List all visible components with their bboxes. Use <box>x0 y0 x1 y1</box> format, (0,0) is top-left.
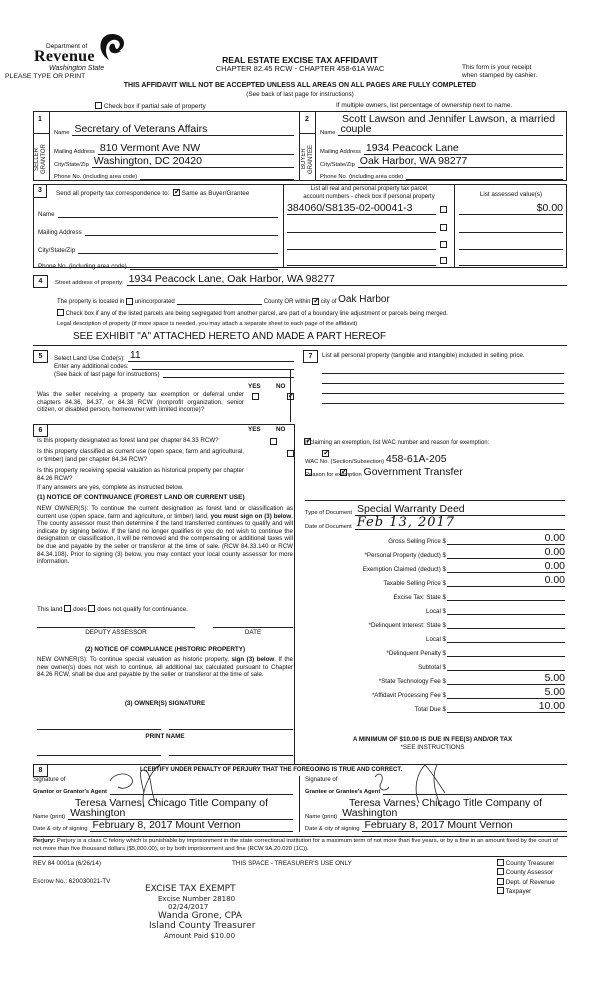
copy-dept-revenue <box>497 878 555 887</box>
exemption-label: If claiming an exemption, list WAC number and reason for exemption: <box>305 440 490 446</box>
fee-row-processing <box>300 687 565 699</box>
additional-codes-field-2[interactable] <box>163 370 294 378</box>
buyer-address-field[interactable]: 1934 Peacock Lane <box>364 143 563 155</box>
send-correspondence-label: Send all property tax correspondence to: <box>56 190 170 197</box>
parcel-number[interactable] <box>287 223 436 233</box>
fee-label: Local $ <box>426 608 446 615</box>
street-address-field[interactable]: 1934 Peacock Lane, Oak Harbor, WA 98277 <box>127 274 567 286</box>
s3-address-field[interactable] <box>85 228 278 236</box>
fee-row-excise-local <box>300 603 565 615</box>
seller-side-label-2: GRANTOR <box>41 144 47 174</box>
unincorporated-checkbox[interactable] <box>126 298 133 305</box>
fee-value[interactable]: 0.00 <box>447 533 565 545</box>
does-not-label: does not qualify for continuance. <box>97 606 188 613</box>
copy-county-treasurer <box>497 859 555 868</box>
grantor-name-line1: Teresa Varnes, Chicago Title Company of <box>75 797 268 809</box>
owner-signature-line-2[interactable] <box>169 729 293 730</box>
fee-label: Taxable Selling Price $ <box>383 580 446 587</box>
form-title: REAL ESTATE EXCISE TAX AFFIDAVIT <box>222 55 378 65</box>
fee-value[interactable] <box>447 670 565 671</box>
s5-no-header: NO <box>276 383 286 390</box>
buyer-phone-field[interactable] <box>406 170 563 180</box>
stamp-title: EXCISE TAX EXEMPT <box>145 884 236 894</box>
taxpayer-checkbox[interactable] <box>497 887 504 894</box>
completion-warning: THIS AFFIDAVIT WILL NOT BE ACCEPTED UNLESS ALL AREAS ON ALL PAGES ARE FULLY COMPLETED <box>123 82 477 89</box>
s3-city-row <box>38 246 278 254</box>
s3-name-row <box>38 210 278 218</box>
perjury-note <box>33 838 567 853</box>
personal-property-checkbox[interactable] <box>440 257 447 264</box>
assessed-value-3[interactable] <box>459 254 563 266</box>
assessed-value-0[interactable]: $0.00 <box>459 203 563 215</box>
s6-if-yes: If any answers are yes, complete as instructed below. <box>37 484 184 491</box>
seller-city-field[interactable]: Washington, DC 20420 <box>92 156 294 168</box>
owner-signature-title: (3) OWNER(S) SIGNATURE <box>124 700 206 707</box>
section-6-top-border <box>33 424 295 425</box>
doc-divider <box>305 500 565 501</box>
deputy-assessor-line[interactable] <box>37 627 195 628</box>
s6-question-0: Is this property designated as forest land per chapter 84.33 RCW? <box>37 437 219 444</box>
city-of-label: city of <box>320 299 337 305</box>
grantor-sig-label-2: Grantor or Grantor's Agent <box>33 789 107 795</box>
fee-label: Gross Selling Price $ <box>388 538 446 545</box>
grantee-name-line1: Teresa Varnes, Chicago Title Company of <box>349 797 542 809</box>
logo-revenue: Revenue <box>34 48 95 65</box>
seller-address-row <box>54 143 294 155</box>
parcel-header-2: account numbers - check box if personal property <box>303 193 435 200</box>
fee-label: *Personal Property (deduct) $ <box>364 552 446 559</box>
seller-city-label: City/State/Zip <box>54 162 89 168</box>
section-1-number: 1 <box>38 116 42 123</box>
doc-date-row <box>305 516 565 530</box>
escrow-number: Escrow No.: 620030021-TV <box>33 878 111 885</box>
notice-1-text-a: NEW OWNER(S): To continue the current designation as forest land or classification as current use (open space, farm and agriculture, or timber) land, <box>37 505 293 520</box>
s3-name-field[interactable] <box>58 210 278 218</box>
s3-phone-label: Phone No. (including area code) <box>38 263 127 270</box>
fee-row-exemption <box>300 561 565 573</box>
form-subtitle: CHAPTER 82.45 RCW - CHAPTER 458-61A WAC <box>215 64 385 73</box>
parcel-row-2 <box>287 238 447 250</box>
buyer-side-label-1: BUYER <box>301 148 307 170</box>
fee-value[interactable]: 0.00 <box>447 547 565 559</box>
fee-label: *Delinquent Interest: State $ <box>368 622 446 629</box>
deputy-assessor-label: DEPUTY ASSESSOR <box>85 629 147 636</box>
seller-name-field[interactable]: Secretary of Veterans Affairs <box>72 124 294 136</box>
dept-revenue-checkbox[interactable] <box>497 878 504 885</box>
fee-value[interactable] <box>447 628 565 629</box>
stamp-treasurer-name: Wanda Grone, CPA <box>158 911 242 921</box>
parcel-number[interactable] <box>287 256 436 266</box>
seller-address-label: Mailing Address <box>54 149 95 155</box>
fee-value[interactable]: 5.00 <box>447 687 565 699</box>
fee-label: Subtotal $ <box>418 664 446 671</box>
grantee-date-field[interactable]: February 8, 2017 Mount Vernon <box>362 820 567 832</box>
section-6-number: 6 <box>33 424 48 437</box>
certify-statement: I CERTIFY UNDER PENALTY OF PERJURY THAT THE FOREGOING IS TRUE AND CORRECT. <box>140 767 403 773</box>
notice-1-text-b: . The county assessor must then determine if the land transferred continues to qualify and will indicate by signing below. If the land no longer qualifies or you do not wish to continue the designation or classification, it will be removed and the compensating or additional taxes will be due and payable by the seller or transferor at the time of sale. (RCW 84.33.140 or RCW 84.34.108). Prior to signing (3) below, you may contact your local county assessor for more information. <box>37 512 293 566</box>
county-treasurer-checkbox[interactable] <box>497 859 504 866</box>
stamp-amount-paid: Amount Paid $10.00 <box>164 932 236 940</box>
fee-row-total <box>300 701 565 713</box>
notice-2-text-b: . If the new owner(s) does not wish to continue, all additional tax calculated pursuant to Chapter 84.26 RCW, shall be due and payable by the seller or transferor at the time of sale. <box>37 656 293 679</box>
buyer-city-label: City/State/Zip <box>320 162 355 168</box>
assessed-value-2[interactable] <box>459 238 563 250</box>
fee-row-penalty <box>300 645 565 657</box>
s3-name-label: Name <box>38 211 55 218</box>
parcel-header <box>284 186 454 201</box>
perjury-top-border <box>33 836 567 837</box>
fee-value[interactable]: 0.00 <box>447 561 565 573</box>
additional-codes-row <box>54 362 294 370</box>
buyer-side-label <box>301 140 315 178</box>
receipt-note-1: This form is your receipt <box>462 64 532 71</box>
same-as-buyer-checkbox[interactable] <box>173 189 180 196</box>
section-4-number: 4 <box>33 275 48 288</box>
seller-address-field[interactable]: 810 Vermont Ave NW <box>98 143 294 155</box>
city-checkbox[interactable] <box>312 298 319 305</box>
form-id: REV 84 0001a (6/26/14) <box>33 860 101 867</box>
assessor-date-label: DATE <box>244 629 262 636</box>
copy-taxpayer <box>497 887 555 896</box>
print-name-line-1[interactable] <box>37 755 161 756</box>
seller-name-row <box>54 124 294 136</box>
same-as-buyer-label: Same as Buyer/Grantee <box>181 190 250 197</box>
section-7-number: 7 <box>303 350 318 363</box>
seller-sidebar-divider <box>33 133 50 134</box>
s6-q0-yes-checkbox[interactable] <box>270 438 277 445</box>
stamp-excise-number: Excise Number 28180 <box>158 895 236 903</box>
copy-label: Dept. of Revenue <box>505 878 555 886</box>
assessed-value-1[interactable] <box>459 221 563 233</box>
section-4-bottom-border <box>33 345 567 346</box>
buyer-sidebar-divider <box>300 133 316 134</box>
fee-value[interactable] <box>447 600 565 601</box>
see-back-note: (See back of last page for instructions) <box>246 91 354 98</box>
fee-value[interactable]: 5.00 <box>447 673 565 685</box>
parcel-row-1 <box>287 221 447 233</box>
seller-phone-label: Phone No. (including area code) <box>54 174 138 180</box>
buyer-name-line1: Scott Lawson and Jennifer Lawson, a married <box>342 113 556 125</box>
section-2-number: 2 <box>305 116 309 123</box>
buyer-phone-label: Phone No. (including area code) <box>320 174 404 180</box>
fee-row-delinquent-local <box>300 631 565 643</box>
please-type: PLEASE TYPE OR PRINT <box>5 73 86 80</box>
land-use-row <box>54 350 294 362</box>
fee-value[interactable] <box>447 642 565 643</box>
s3-phone-row <box>38 262 278 270</box>
copy-distribution <box>497 859 555 896</box>
fee-value[interactable]: 10.00 <box>447 701 565 713</box>
fee-row-delinquent-state <box>300 617 565 629</box>
grantor-name-label: Name (print) <box>33 814 66 820</box>
located-label: The property is located in <box>57 299 125 305</box>
parcel-number[interactable] <box>287 240 436 250</box>
section-8-number: 8 <box>33 764 48 777</box>
buyer-side-label-2: GRANTEE <box>308 144 314 174</box>
fee-value[interactable] <box>447 614 565 615</box>
city-field[interactable]: Oak Harbor <box>338 294 390 305</box>
land-use-label: Select Land Use Code(s): <box>54 355 125 362</box>
notice-2-text <box>37 656 293 679</box>
logo-dept: Department of <box>46 43 88 50</box>
section-3-send-row <box>56 189 249 197</box>
grantor-name-field[interactable]: Washington <box>68 808 293 820</box>
additional-codes-note: (See back of last page for instructions) <box>54 371 160 378</box>
continuance-row <box>37 605 188 613</box>
segregated-row <box>57 309 448 317</box>
seller-name-label: Name <box>54 130 70 136</box>
fee-row-taxable <box>300 575 565 587</box>
unincorporated-label: unincorporated <box>134 299 175 305</box>
seller-city-row <box>54 156 294 168</box>
section-5-number: 5 <box>33 350 48 363</box>
copy-label: County Assessor <box>505 869 553 877</box>
personal-property-label: List all personal property (tangible and intangible) included in selling price. <box>322 352 525 359</box>
additional-codes-field[interactable] <box>132 362 294 370</box>
fee-row-gross <box>300 533 565 545</box>
print-name-line-2[interactable] <box>169 755 293 756</box>
fee-value[interactable] <box>447 656 565 657</box>
partial-sale-row <box>95 102 206 110</box>
reason-field[interactable]: Government Transfer <box>363 466 463 478</box>
section-8-divider <box>299 776 300 832</box>
location-row <box>57 295 390 305</box>
s6-question-1: Is this property classified as current use (open space, farm and agricultural, or timber) land per chapter 84.34 RCW? <box>37 448 244 463</box>
perjury-label: Perjury: <box>33 838 56 844</box>
fee-value[interactable]: 0.00 <box>447 575 565 587</box>
parcel-row-3 <box>287 254 447 266</box>
partial-sale-label: Check box if partial sale of property <box>103 103 206 110</box>
buyer-city-row <box>320 156 563 168</box>
perjury-bottom-border <box>33 856 567 857</box>
parcel-row-0 <box>287 203 447 215</box>
fee-label: *Delinquent Penalty $ <box>386 650 446 657</box>
personal-property-line-2[interactable] <box>322 383 564 384</box>
buyer-address-row <box>320 143 563 155</box>
fee-row-excise-state <box>300 589 565 601</box>
fee-row-technology <box>300 673 565 685</box>
grantee-date-row <box>305 820 567 832</box>
additional-codes-row-2 <box>54 370 294 378</box>
wac-field[interactable]: 458-61A-205 <box>385 453 447 465</box>
wac-row <box>305 453 447 465</box>
doc-type-field[interactable]: Special Warranty Deed <box>355 504 565 516</box>
grantor-sig-label-1: Signature of <box>33 777 66 783</box>
partial-sale-checkbox[interactable] <box>95 102 102 109</box>
buyer-phone-row <box>320 170 563 180</box>
legal-description-field[interactable]: SEE EXHIBIT "A" ATTACHED HERETO AND MADE A PART HEREOF <box>73 331 387 342</box>
assessor-date-line[interactable] <box>213 627 293 628</box>
buyer-name-field[interactable]: couple <box>338 124 563 136</box>
receipt-note-2: when stamped by cashier. <box>462 72 538 79</box>
s5-question: Was the seller receiving a property tax exemption or deferral under chapters 84.36, 84.37, or 84.38 RCW (nonprofit organization, senior citizen, or disabled person, homeowner with limited income)? <box>37 391 244 414</box>
fee-label: Excise Tax: State $ <box>393 594 446 601</box>
buyer-name-label: Name <box>320 130 336 136</box>
seller-phone-field[interactable] <box>140 170 294 180</box>
grantee-name-label: Name (print) <box>305 814 338 820</box>
buyer-address-label: Mailing Address <box>320 149 361 155</box>
s6-yes-header: YES <box>248 426 261 433</box>
fee-row-personal-property <box>300 547 565 559</box>
notice-1-text-bold: you must sign on (3) below <box>210 512 292 520</box>
county-or-within-label: County OR within <box>263 299 311 305</box>
fee-label: Total Due $ <box>414 706 446 713</box>
see-instructions-note: *SEE INSTRUCTIONS <box>400 744 465 751</box>
does-not-qualify-checkbox[interactable] <box>88 605 95 612</box>
grantor-date-row <box>33 820 293 832</box>
stamp-treasurer-title: Island County Treasurer <box>149 921 256 931</box>
additional-codes-label: Enter any additional codes: <box>54 363 129 370</box>
county-assessor-checkbox[interactable] <box>497 868 504 875</box>
fee-label: Exemption Claimed (deduct) $ <box>362 566 446 573</box>
owner-signature-line-1[interactable] <box>37 729 161 730</box>
copy-label: County Treasurer <box>505 860 555 867</box>
street-address-row <box>55 274 567 286</box>
personal-property-line-1[interactable] <box>322 373 564 374</box>
segregated-checkbox[interactable] <box>57 309 64 316</box>
reason-label: Reason for exemption <box>305 472 362 478</box>
personal-property-checkbox[interactable] <box>440 206 447 213</box>
s6-no-header: NO <box>276 426 286 433</box>
s5-yes-checkbox[interactable] <box>252 393 259 400</box>
fee-label: *Affidavit Processing Fee $ <box>371 692 446 699</box>
s5-right-border <box>290 370 291 422</box>
grantee-date-label: Date & city of signing <box>305 826 360 832</box>
grantee-name-field[interactable]: Washington <box>340 808 567 820</box>
parcel-header-1: List all real and personal property tax parcel <box>310 186 428 192</box>
fee-label: Local $ <box>426 636 446 643</box>
notice-2-title: (2) NOTICE OF COMPLIANCE (HISTORIC PROPERTY) <box>84 646 246 653</box>
reason-row <box>305 466 463 478</box>
stamp-date: 02/24/2017 <box>168 903 209 911</box>
personal-property-line-3[interactable] <box>322 393 564 394</box>
doc-type-label: Type of Document <box>305 510 353 516</box>
does-label: does <box>73 606 87 613</box>
buyer-city-field[interactable]: Oak Harbor, WA 98277 <box>358 156 563 168</box>
s3-city-field[interactable] <box>78 246 278 254</box>
multiple-owners-note: If multiple owners, list percentage of ownership next to name. <box>336 102 513 109</box>
s3-city-label: City/State/Zip <box>38 247 76 254</box>
doc-date-field[interactable]: Feb 13, 2017 <box>355 516 565 530</box>
copy-label: Taxpayer <box>505 887 532 895</box>
s3-phone-field[interactable] <box>130 262 278 270</box>
s6-right-border <box>294 424 295 764</box>
s6-question-2: Is this property receiving special valuation as historical property per chapter 84.26 RCW? <box>37 467 244 482</box>
seller-side-label-1: SELLER <box>34 147 40 171</box>
s3-address-row <box>38 228 278 236</box>
buyer-name-row <box>320 124 563 136</box>
fee-label: *State Technology Fee $ <box>378 678 446 685</box>
seller-phone-row <box>54 170 294 180</box>
notice-2-text-a: NEW OWNER(S): To continue special valuation as historic property, <box>37 656 229 663</box>
parcel-number[interactable]: 384060/S8135-02-00041-3 <box>287 203 436 215</box>
s3-address-label: Mailing Address <box>38 229 82 236</box>
personal-property-checkbox[interactable] <box>440 224 447 231</box>
segregated-label: Check box if any of the listed parcels are being segregated from another parcel, are part of a boundary line adjustment or parcels being merged. <box>65 311 448 317</box>
grantor-date-field[interactable]: February 8, 2017 Mount Vernon <box>90 820 293 832</box>
logo-state: Washington State <box>49 65 105 72</box>
copy-county-assessor <box>497 868 555 877</box>
fee-row-subtotal <box>300 659 565 671</box>
grantee-sig-label-1: Signature of <box>305 777 338 783</box>
personal-property-checkbox[interactable] <box>440 241 447 248</box>
this-land-label: This land <box>37 606 63 613</box>
wac-label: WAC No. (Section/Subsection) <box>305 459 385 465</box>
minimum-due-note: A MINIMUM OF $10.00 IS DUE IN FEE(S) AND/OR TAX <box>352 736 513 743</box>
section-3-number: 3 <box>33 184 47 198</box>
assessed-header: List assessed value(s) <box>479 191 543 198</box>
treasurer-use-label: THIS SPACE - TREASURER'S USE ONLY <box>232 860 352 867</box>
personal-property-line-4[interactable] <box>322 403 564 404</box>
land-use-field[interactable]: 11 <box>128 350 294 362</box>
s5-yes-header: YES <box>248 383 261 390</box>
does-qualify-checkbox[interactable] <box>64 605 71 612</box>
seller-side-label <box>34 140 49 178</box>
county-field[interactable] <box>177 297 262 305</box>
notice-2-text-bold: sign (3) below <box>231 656 275 663</box>
doc-date-label: Date of Document <box>305 524 352 530</box>
legal-description-label: Legal description of property (if more space is needed, you may attach a separate sheet to each page of the affidavit) <box>57 321 358 327</box>
grantor-date-label: Date & city of signing <box>33 826 88 832</box>
street-address-label: Street address of property: <box>55 280 124 286</box>
grantee-sig-label-2: Grantee or Grantee's Agent <box>305 789 381 795</box>
notice-1-title: (1) NOTICE OF CONTINUANCE (FOREST LAND OR CURRENT USE) <box>37 494 245 501</box>
perjury-text: Perjury is a class C felony which is punishable by imprisonment in the state correctional institution for a maximum term of not more than five years, or by a fine in an amount fixed by the court of not more than five thousand dollars ($5,000.00), or by both imprisonment and fine (RCW 9A.20.020 (1C)). <box>33 838 558 852</box>
notice-1-text <box>37 505 293 566</box>
print-name-label: PRINT NAME <box>145 733 185 740</box>
